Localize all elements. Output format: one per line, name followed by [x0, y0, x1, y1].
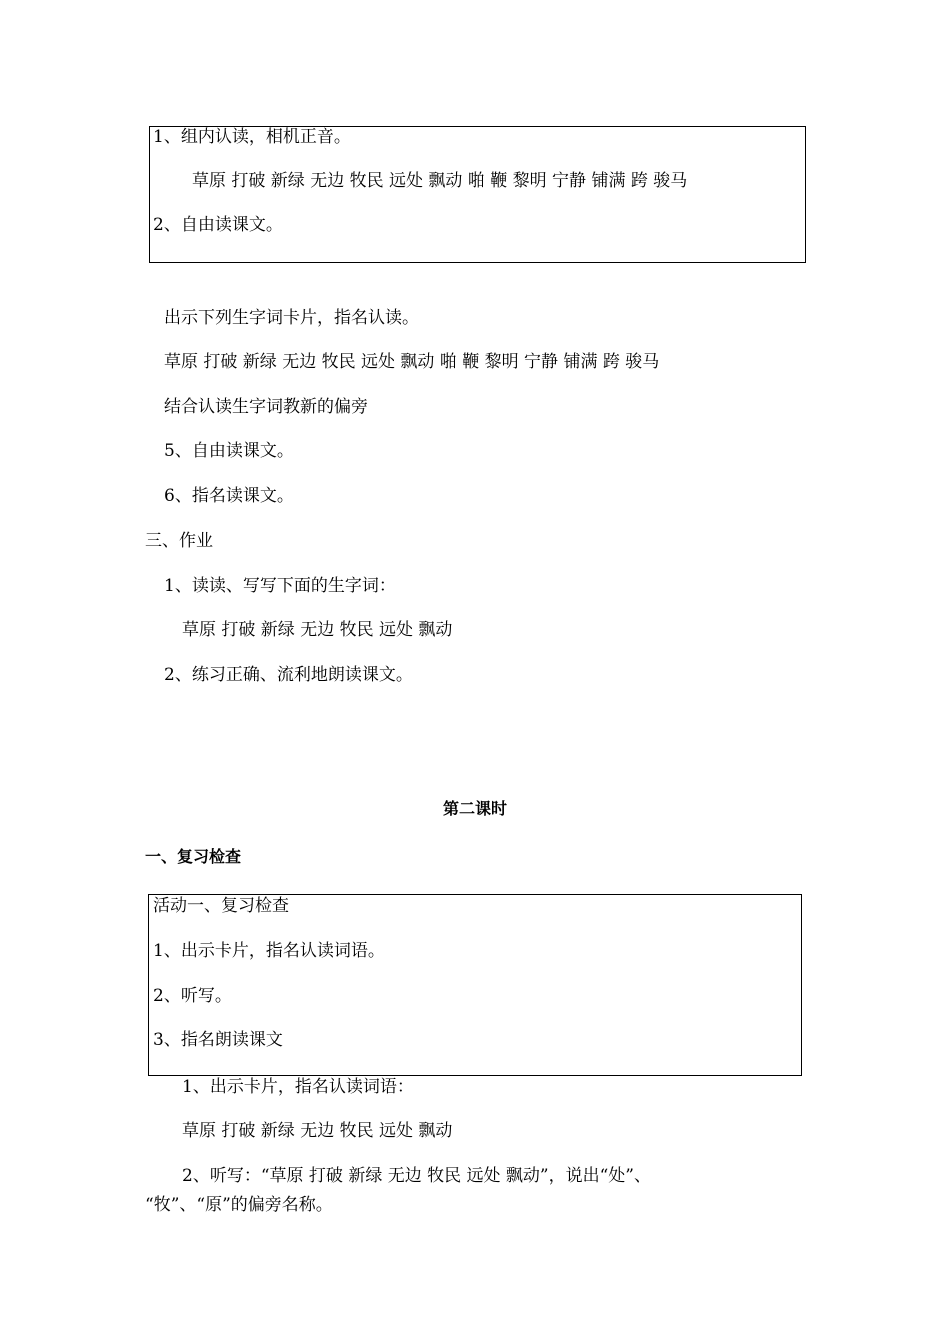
activity-line: 活动一、复习检查 — [153, 896, 289, 916]
paragraph: 1、出示卡片，指名认读词语： — [182, 1077, 414, 1097]
vocabulary-line: 草原 打破 新绿 无边 牧民 远处 飘动 — [182, 620, 453, 640]
paragraph: “牧”、“原”的偏旁名称。 — [145, 1195, 333, 1215]
section-heading: 一、复习检查 — [145, 847, 242, 866]
activity-line: 2、自由读课文。 — [153, 215, 283, 235]
paragraph: 出示下列生字词卡片，指名认读。 — [164, 308, 419, 328]
vocabulary-line: 草原 打破 新绿 无边 牧民 远处 飘动 啪 鞭 黎明 宁静 铺满 跨 骏马 — [164, 352, 660, 372]
paragraph: 5、自由读课文。 — [164, 441, 294, 461]
lesson-title: 第二课时 — [442, 799, 507, 818]
paragraph: 结合认读生字词教新的偏旁 — [164, 397, 368, 417]
activity-line: 3、指名朗读课文 — [153, 1030, 283, 1050]
section-heading: 三、作业 — [145, 531, 213, 551]
activity-line: 1、组内认读，相机正音。 — [153, 127, 351, 147]
vocabulary-line: 草原 打破 新绿 无边 牧民 远处 飘动 啪 鞭 黎明 宁静 铺满 跨 骏马 — [192, 171, 688, 191]
activity-line: 2、听写。 — [153, 986, 232, 1006]
activity-line: 1、出示卡片，指名认读词语。 — [153, 941, 385, 961]
paragraph: 2、练习正确、流利地朗读课文。 — [164, 665, 413, 685]
paragraph: 1、读读、写写下面的生字词： — [164, 576, 396, 596]
vocabulary-line: 草原 打破 新绿 无边 牧民 远处 飘动 — [182, 1121, 453, 1141]
paragraph: 6、指名读课文。 — [164, 486, 294, 506]
paragraph: 2、听写：“草原 打破 新绿 无边 牧民 远处 飘动”，说出“处”、 — [182, 1166, 652, 1186]
